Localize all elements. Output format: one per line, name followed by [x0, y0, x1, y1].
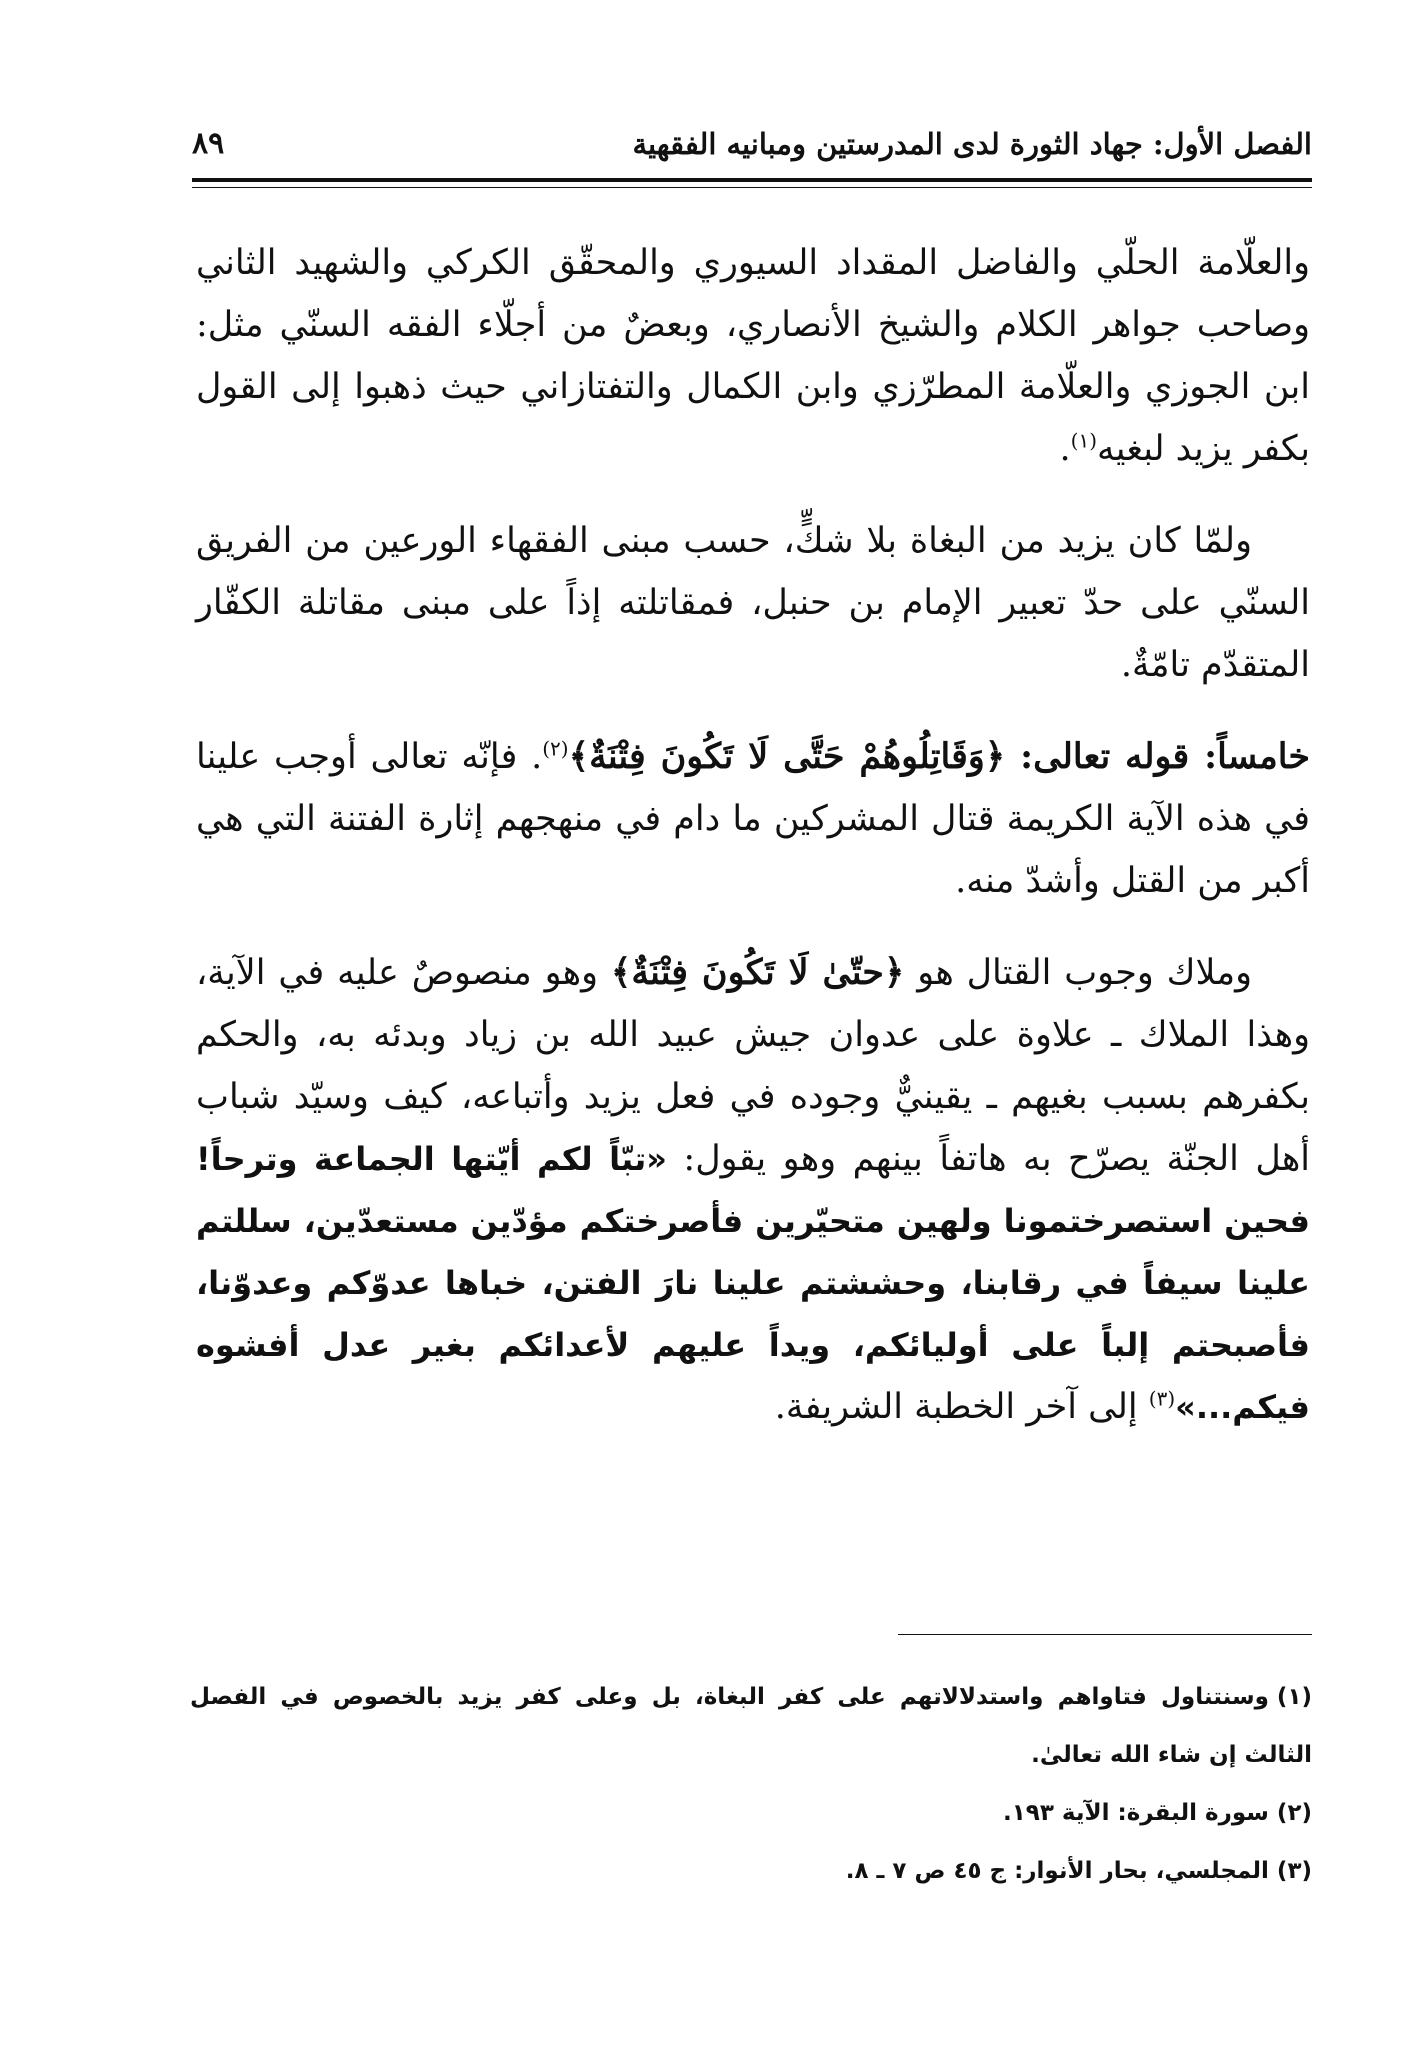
footnotes	[190, 1668, 1312, 1900]
footnote-ref-2: (٢)	[542, 736, 569, 761]
sermon-quote: «تبّاً لكم أيّتها الجماعة وترحاً! فحين استصرختمونا ولهين متحيّرين فأصرختكم مؤدّين مستعدّين، سللتم علينا سيفاً في رقابنا، وحششتم علينا نارَ الفتن، خباها عدوّكم وعدوّنا، فأصبحتم إلباً على أوليائكم، ويداً عليهم لأعدائكم بغير عدل أفشوه فيكم...»	[196, 1140, 1310, 1426]
header-rule-thick	[192, 178, 1312, 182]
paragraph-text: . فإنّه تعالى أوجب علينا في هذه الآية الكريمة قتال المشركين ما دام في منهجهم إثارة الفتنة التي هي أكبر من القتل وأشدّ منه.	[196, 737, 1310, 901]
footnote-text: المجلسي، بحار الأنوار: ج ٤٥ ص ٧ ـ ٨.	[845, 1858, 1269, 1884]
footnote-1	[190, 1668, 1312, 1784]
paragraph-text: وهو منصوصٌ عليه في الآية، وهذا الملاك ـ علاوة على عدوان جيش عبيد الله بن زياد وبدئه به، والحكم بكفرهم بسبب بغيهم ـ يقينيٌّ وجوده في فعل يزيد وأتباعه، كيف وسيّد شباب أهل الجنّة يصرّح به هاتفاً بينهم وهو يقول:	[196, 953, 1311, 1179]
footnote-2	[190, 1784, 1312, 1842]
header-rule-thin	[192, 187, 1312, 188]
paragraph-text: والعلّامة الحلّي والفاضل المقداد السيوري والمحقّق الكركي والشهيد الثاني وصاحب جواهر الكلام والشيخ الأنصاري، وبعضٌ من أجلّاء الفقه السنّي مثل: ابن الجوزي والعلّامة المطرّزي وابن الكمال والتفتازاني حيث ذهبوا إلى القول بكفر يزيد لبغيه	[196, 243, 1310, 469]
footnote-3	[190, 1842, 1312, 1900]
body-text	[196, 232, 1310, 1468]
quran-verse: ﴿وَقَاتِلُوهُمْ حَتَّى لَا تَكُونَ فِتْنَةٌ﴾	[568, 736, 1006, 777]
footnote-number: (٣)	[1276, 1858, 1312, 1884]
footnote-text: سورة البقرة: الآية ١٩٣.	[1003, 1800, 1269, 1826]
page-number: ٨٩	[192, 126, 225, 161]
paragraph-2	[196, 510, 1310, 696]
paragraph-3	[196, 726, 1310, 912]
paragraph-4	[196, 942, 1310, 1438]
footnote-ref-1: (١)	[1070, 428, 1098, 453]
paragraph-text: وملاك وجوب القتال هو	[904, 953, 1252, 993]
paragraph-text: ولمّا كان يزيد من البغاة بلا شكٍّ، حسب مبنى الفقهاء الورعين من الفريق السنّي على حدّ تعبير الإمام بن حنبل، فمقاتلته إذاً على مبنى مقاتلة الكفّار المتقدّم تامّةٌ.	[196, 521, 1310, 685]
footnote-number: (٢)	[1276, 1800, 1312, 1826]
quran-verse: ﴿حتّىٰ لَا تَكُونَ فِتْنَةٌ﴾	[610, 952, 905, 993]
footnote-ref-3: (٣)	[1148, 1386, 1176, 1411]
chapter-title: الفصل الأول: جهاد الثورة لدى المدرستين ومبانيه الفقهية	[632, 127, 1312, 161]
footnote-text: وسنتناول فتاواهم واستدلالاتهم على كفر البغاة، بل وعلى كفر يزيد بالخصوص في الفصل الثالث إن شاء الله تعالىٰ.	[190, 1684, 1312, 1768]
paragraph-text: إلى آخر الخطبة الشريفة.	[774, 1387, 1149, 1427]
footnote-number: (١)	[1276, 1684, 1312, 1710]
running-header	[192, 118, 1312, 170]
footnote-separator	[898, 1634, 1312, 1635]
section-lead: خامساً: قوله تعالى:	[1005, 736, 1311, 777]
paragraph-1: والعلّامة الحلّي والفاضل المقداد السيوري والمحقّق الكركي والشهيد الثاني وصاحب جواهر الكلام والشيخ الأنصاري، وبعضٌ من أجلّاء الفقه السنّي مثل: ابن الجوزي والعلّامة المطرّزي وابن الكمال والتفتازاني حيث ذهبوا إلى القول بكفر يزيد لبغيه$^{(١)}$.	[196, 243, 1310, 469]
